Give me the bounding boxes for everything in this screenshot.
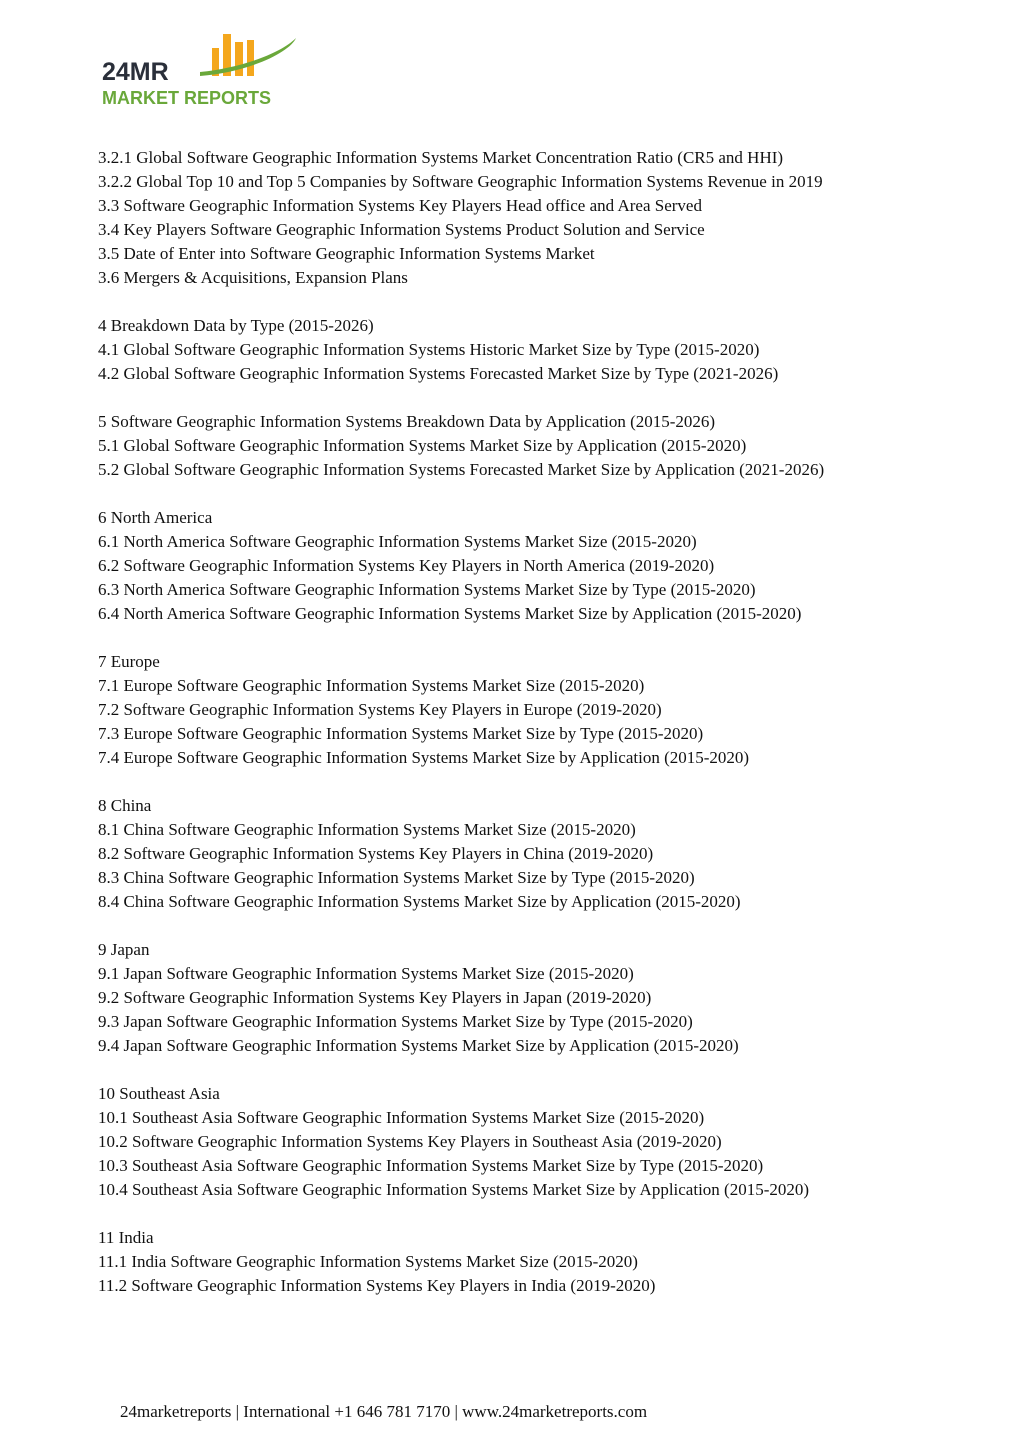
logo-graphic <box>100 28 310 110</box>
toc-line: 9.2 Software Geographic Information Systems Key Players in Japan (2019-2020) <box>98 988 652 1007</box>
toc-section <box>98 1226 978 1298</box>
toc-line: 7.3 Europe Software Geographic Information Systems Market Size by Type (2015-2020) <box>98 724 704 743</box>
toc-line: 4.1 Global Software Geographic Information Systems Historic Market Size by Type (2015-2020) <box>98 340 760 359</box>
toc-line: 8 China <box>98 796 152 815</box>
toc-line: 5.2 Global Software Geographic Information Systems Forecasted Market Size by Application (2021-2026) <box>98 460 825 479</box>
toc-line: 5 Software Geographic Information Systems Breakdown Data by Application (2015-2026) <box>98 412 716 431</box>
toc-section <box>98 794 978 914</box>
company-logo <box>100 28 310 110</box>
toc-section <box>98 506 978 626</box>
toc-line: 3.5 Date of Enter into Software Geographic Information Systems Market <box>98 244 595 263</box>
logo-secondary-text: MARKET REPORTS <box>102 88 272 108</box>
toc-line: 4 Breakdown Data by Type (2015-2026) <box>98 316 374 335</box>
toc-section <box>98 314 978 386</box>
toc-line: 3.2.1 Global Software Geographic Information Systems Market Concentration Ratio (CR5 and HHI) <box>98 148 784 167</box>
toc-line: 3.2.2 Global Top 10 and Top 5 Companies by Software Geographic Information Systems Revenue in 2019 <box>98 172 823 191</box>
toc-line: 6.3 North America Software Geographic Information Systems Market Size by Type (2015-2020) <box>98 580 756 599</box>
toc-line: 8.1 China Software Geographic Information Systems Market Size (2015-2020) <box>98 820 636 839</box>
toc-line: 6.4 North America Software Geographic Information Systems Market Size by Application (2015-2020) <box>98 604 802 623</box>
toc-section <box>98 410 978 482</box>
toc-line: 6.2 Software Geographic Information Systems Key Players in North America (2019-2020) <box>98 556 715 575</box>
toc-line: 6.1 North America Software Geographic Information Systems Market Size (2015-2020) <box>98 532 697 551</box>
toc-line: 3.3 Software Geographic Information Systems Key Players Head office and Area Served <box>98 196 702 215</box>
logo-bar-4 <box>247 40 254 76</box>
toc-line: 9.4 Japan Software Geographic Information Systems Market Size by Application (2015-2020) <box>98 1036 739 1055</box>
toc-line: 11.1 India Software Geographic Information Systems Market Size (2015-2020) <box>98 1252 638 1271</box>
toc-line: 3.4 Key Players Software Geographic Information Systems Product Solution and Service <box>98 220 705 239</box>
logo-bar-3 <box>235 42 243 76</box>
toc-line: 8.3 China Software Geographic Information Systems Market Size by Type (2015-2020) <box>98 868 695 887</box>
toc-line: 11 India <box>98 1228 154 1247</box>
toc-section <box>98 650 978 770</box>
toc-line: 9.1 Japan Software Geographic Information Systems Market Size (2015-2020) <box>98 964 634 983</box>
toc-line: 10.3 Southeast Asia Software Geographic Information Systems Market Size by Type (2015-2020) <box>98 1156 764 1175</box>
logo-primary-text: 24MR <box>102 58 169 86</box>
toc-line: 3.6 Mergers & Acquisitions, Expansion Plans <box>98 268 408 287</box>
toc-line: 10.1 Southeast Asia Software Geographic Information Systems Market Size (2015-2020) <box>98 1108 705 1127</box>
toc-line: 10 Southeast Asia <box>98 1084 220 1103</box>
toc-line: 4.2 Global Software Geographic Information Systems Forecasted Market Size by Type (2021-2026) <box>98 364 779 383</box>
toc-line: 7.1 Europe Software Geographic Information Systems Market Size (2015-2020) <box>98 676 645 695</box>
footer-contact-text: 24marketreports | International +1 646 781 7170 | www.24marketreports.com <box>120 1402 648 1421</box>
toc-line: 10.2 Software Geographic Information Systems Key Players in Southeast Asia (2019-2020) <box>98 1132 722 1151</box>
toc-section <box>98 1082 978 1202</box>
toc-line: 7.4 Europe Software Geographic Information Systems Market Size by Application (2015-2020) <box>98 748 750 767</box>
toc-line: 7.2 Software Geographic Information Systems Key Players in Europe (2019-2020) <box>98 700 662 719</box>
toc-line: 9 Japan <box>98 940 150 959</box>
table-of-contents <box>98 146 978 1322</box>
toc-line: 9.3 Japan Software Geographic Information Systems Market Size by Type (2015-2020) <box>98 1012 693 1031</box>
toc-line: 8.4 China Software Geographic Information Systems Market Size by Application (2015-2020) <box>98 892 741 911</box>
toc-line: 10.4 Southeast Asia Software Geographic Information Systems Market Size by Application (2015-2020) <box>98 1180 810 1199</box>
toc-line: 8.2 Software Geographic Information Systems Key Players in China (2019-2020) <box>98 844 654 863</box>
toc-line: 11.2 Software Geographic Information Systems Key Players in India (2019-2020) <box>98 1276 656 1295</box>
toc-section <box>98 938 978 1058</box>
toc-line: 6 North America <box>98 508 213 527</box>
toc-section <box>98 146 978 290</box>
toc-line: 5.1 Global Software Geographic Information Systems Market Size by Application (2015-2020) <box>98 436 747 455</box>
toc-line: 7 Europe <box>98 652 160 671</box>
